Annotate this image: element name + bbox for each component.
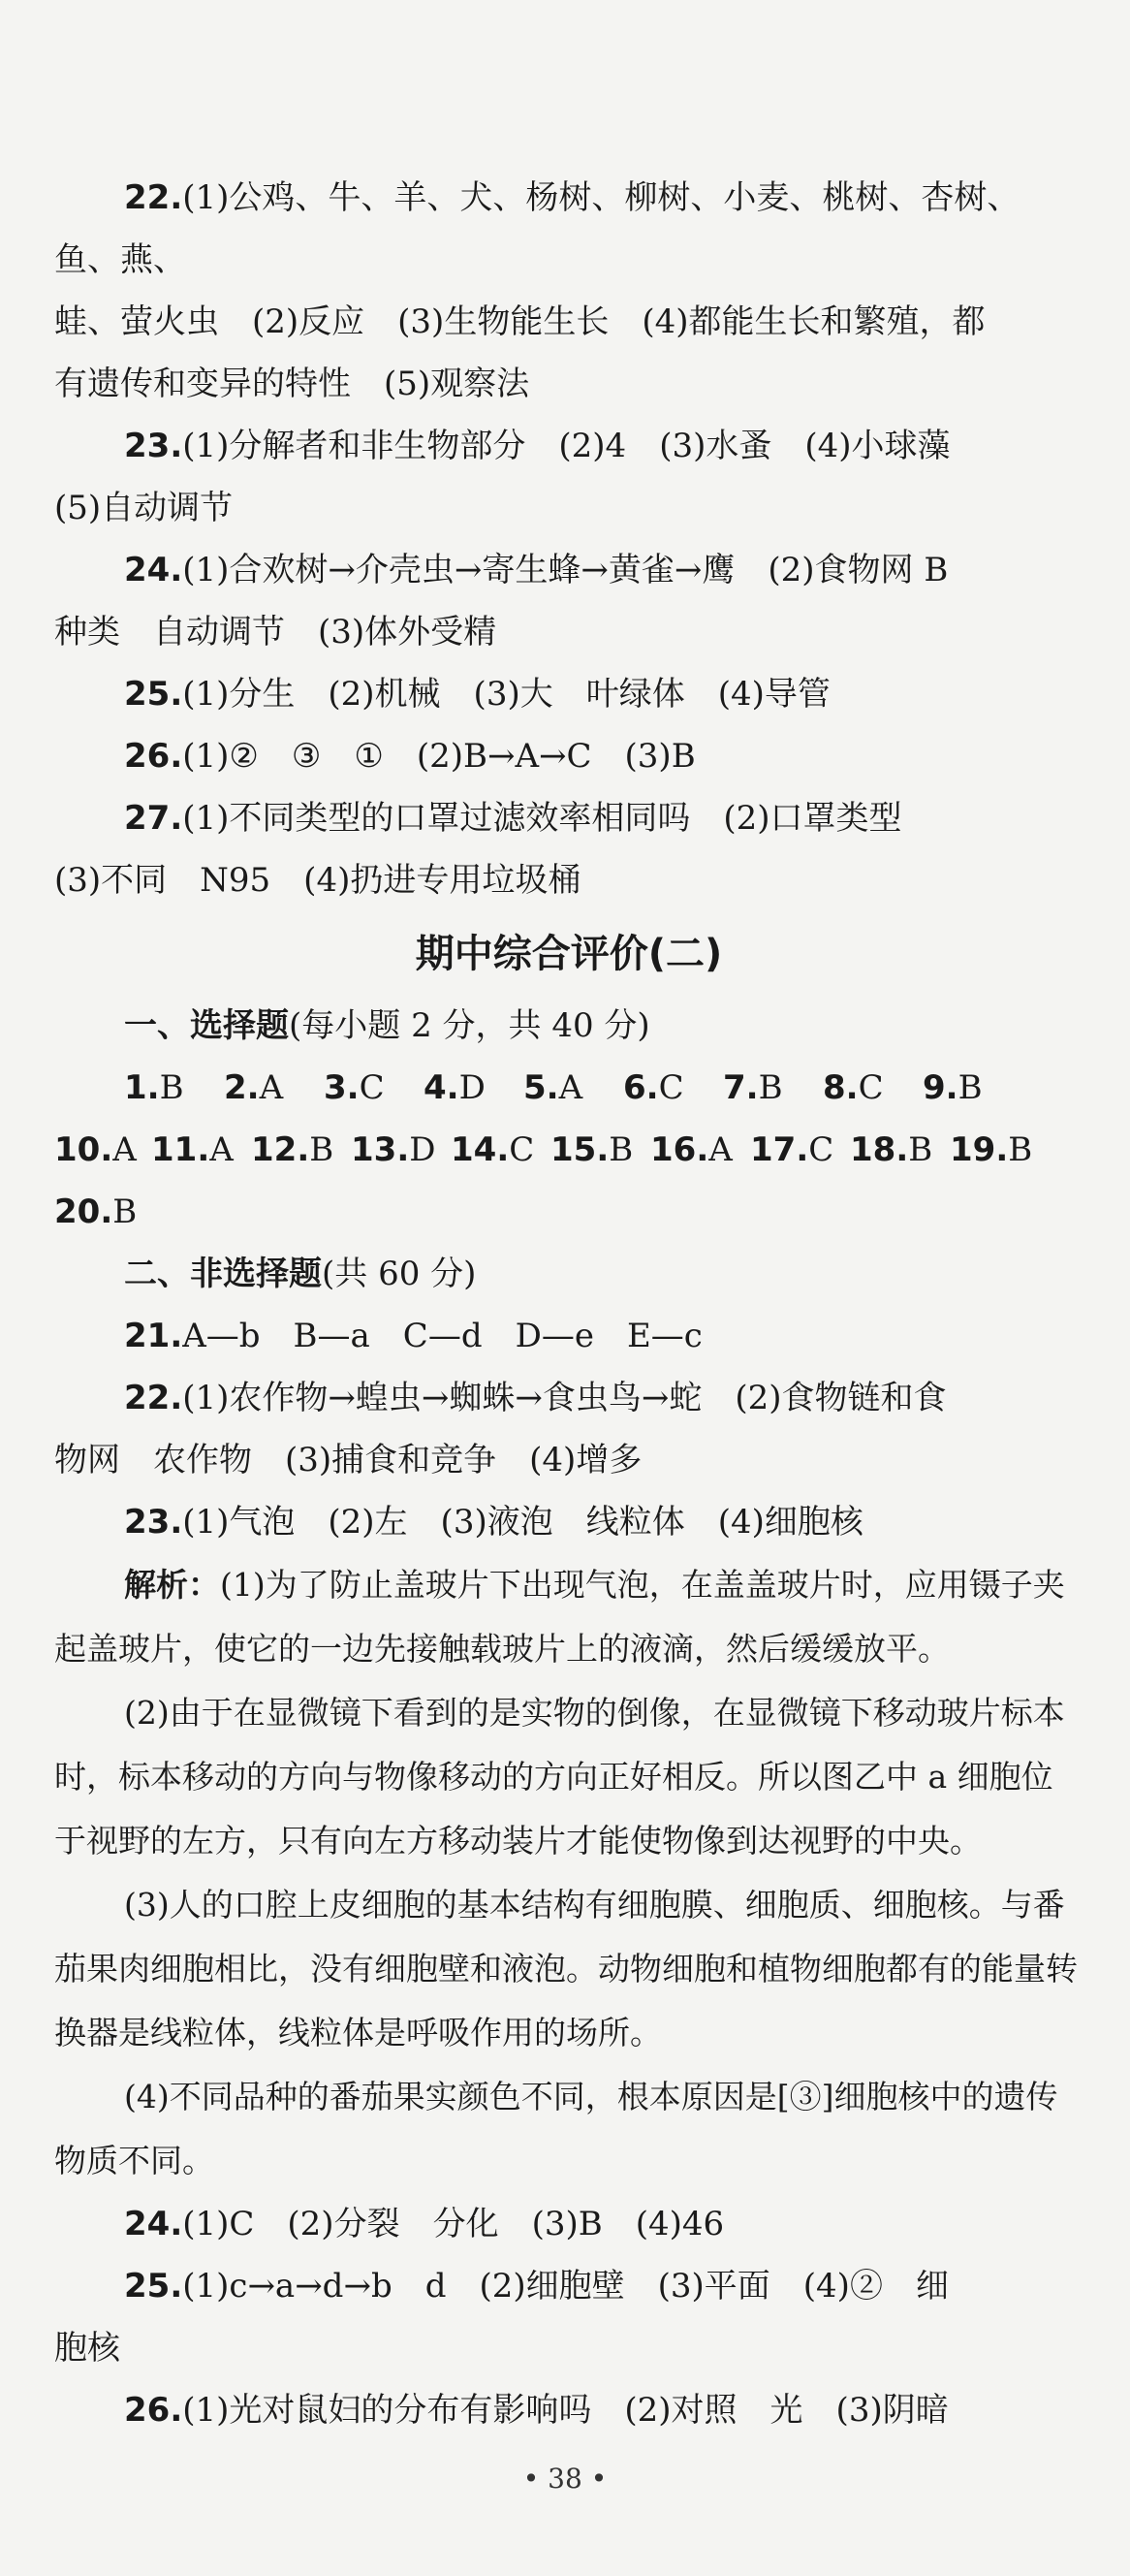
- answer-line: 蛙、萤火虫 (2)反应 (3)生物能生长 (4)都能生长和繁殖，都: [54, 302, 986, 341]
- answer-text: (1)C (2)分裂 分化 (3)B (4)46: [182, 2205, 725, 2243]
- choice-answers-row-2: [54, 1119, 1083, 1181]
- choice-answer: 3.C: [324, 1068, 385, 1107]
- question-number: 26.: [124, 2391, 183, 2430]
- answer-line: [54, 1491, 1083, 1553]
- answer-line: 种类 自动调节 (3)体外受精: [54, 613, 497, 652]
- answer-line: [54, 2379, 1083, 2441]
- question-number: 21.: [124, 1317, 183, 1355]
- answer-line: [54, 539, 1083, 601]
- part-heading: [54, 995, 1083, 1057]
- answer-line: (3)不同 N95 (4)扔进专用垃圾桶: [54, 861, 581, 900]
- choice-answer: 16.A: [650, 1130, 733, 1169]
- answer-line: [54, 2193, 1083, 2255]
- answer-line: [54, 663, 1083, 725]
- part-note: (共 60 分): [322, 1255, 477, 1293]
- question-number: 25.: [124, 675, 183, 714]
- explanation-paragraph: (3)人的口腔上皮细胞的基本结构有细胞膜、细胞质、细胞核。与番茄果肉细胞相比，没有细胞壁和液泡。动物细胞和植物细胞都有的能量转换器是线粒体，线粒体是呼吸作用的场所。: [54, 1886, 1078, 2051]
- choice-answer: 19.B: [950, 1130, 1033, 1169]
- explanation-paragraph: (2)由于在显微镜下看到的是实物的倒像，在显微镜下移动玻片标本时，标本移动的方向与物像移动的方向正好相反。所以图乙中 a 细胞位于视野的左方，只有向左方移动装片才能使物像到达视野的中央。: [54, 1694, 1065, 1860]
- choice-answer: 6.C: [623, 1068, 684, 1107]
- choice-answer: 5.A: [523, 1068, 583, 1107]
- choice-answer: 4.D: [424, 1068, 486, 1107]
- answer-text: A—b B—a C—d D—e E—c: [182, 1317, 703, 1355]
- question-number: 22.: [124, 178, 183, 217]
- answer-line: 物网 农作物 (3)捕食和竞争 (4)增多: [54, 1441, 643, 1479]
- answer-line: [54, 2255, 1083, 2317]
- explanation-paragraph: (4)不同品种的番茄果实颜色不同，根本原因是[③]细胞核中的遗传物质不同。: [54, 2078, 1058, 2179]
- answer-text: (1)② ③ ① (2)B→A→C (3)B: [182, 737, 696, 776]
- answer-line: [54, 1305, 1083, 1367]
- answer-line: [54, 725, 1083, 787]
- choice-answer: 10.A: [54, 1130, 137, 1169]
- explanation-label: 解析：: [124, 1566, 220, 1604]
- answer-line: (5)自动调节: [54, 489, 234, 527]
- answer-line: [54, 1367, 1083, 1429]
- answer-line: 有遗传和变异的特性 (5)观察法: [54, 365, 530, 403]
- explanation-paragraph: [54, 1553, 1083, 1681]
- choice-answer: 9.B: [923, 1068, 983, 1107]
- choice-answer: 12.B: [251, 1130, 334, 1169]
- question-number: 22.: [124, 1379, 183, 1417]
- answer-text: (1)农作物→蝗虫→蜘蛛→食虫鸟→蛇 (2)食物链和食: [182, 1379, 947, 1417]
- answer-text: (1)分生 (2)机械 (3)大 叶绿体 (4)导管: [182, 675, 831, 714]
- choice-answers-row-3: [54, 1181, 1083, 1243]
- choice-answer: 20.B: [54, 1193, 138, 1231]
- explanation-text: (1)为了防止盖玻片下出现气泡，在盖盖玻片时，应用镊子夹起盖玻片，使它的一边先接触载玻片上的液滴，然后缓缓放平。: [54, 1566, 1065, 1668]
- part-label: 二、非选择题: [124, 1255, 322, 1293]
- answer-text: (1)光对鼠妇的分布有影响吗 (2)对照 光 (3)阴暗: [182, 2391, 949, 2430]
- choice-answer: 15.B: [550, 1130, 634, 1169]
- choice-answer: 18.B: [850, 1130, 933, 1169]
- answer-line: [54, 787, 1083, 849]
- section-title: 期中综合评价(二): [415, 932, 723, 976]
- page-content: [54, 167, 1083, 2441]
- question-number: 23.: [124, 427, 183, 465]
- answer-line: [54, 167, 1083, 291]
- answer-text: (1)合欢树→介壳虫→寄生蜂→黄雀→鹰 (2)食物网 B: [182, 551, 949, 589]
- question-number: 24.: [124, 2205, 183, 2243]
- choice-answer: 11.A: [151, 1130, 234, 1169]
- question-number: 24.: [124, 551, 183, 589]
- answer-text: (1)气泡 (2)左 (3)液泡 线粒体 (4)细胞核: [182, 1503, 863, 1542]
- part-label: 一、选择题: [124, 1006, 289, 1045]
- choice-answers-row-1: [54, 1057, 1083, 1119]
- question-number: 25.: [124, 2267, 183, 2306]
- answer-text: (1)c→a→d→b d (2)细胞壁 (3)平面 (4)② 细: [182, 2267, 949, 2306]
- question-number: 27.: [124, 799, 183, 838]
- answer-text: (1)不同类型的口罩过滤效率相同吗 (2)口罩类型: [182, 799, 902, 838]
- answer-text: (1)分解者和非生物部分 (2)4 (3)水蚤 (4)小球藻: [182, 427, 951, 465]
- answer-text: (1)公鸡、牛、羊、犬、杨树、柳树、小麦、桃树、杏树、鱼、燕、: [54, 178, 1020, 279]
- choice-answer: 2.A: [224, 1068, 284, 1107]
- answer-line: [54, 415, 1083, 477]
- part-note: (每小题 2 分，共 40 分): [289, 1006, 650, 1045]
- choice-answer: 14.C: [451, 1130, 535, 1169]
- part-heading: [54, 1243, 1083, 1305]
- question-number: 26.: [124, 737, 183, 776]
- choice-answer: 1.B: [124, 1068, 184, 1107]
- choice-answer: 17.C: [750, 1130, 834, 1169]
- page-number: • 38 •: [522, 2463, 608, 2495]
- question-number: 23.: [124, 1503, 183, 1542]
- choice-answer: 13.D: [351, 1130, 436, 1169]
- answer-line: 胞核: [54, 2329, 120, 2368]
- choice-answer: 7.B: [723, 1068, 783, 1107]
- choice-answer: 8.C: [823, 1068, 884, 1107]
